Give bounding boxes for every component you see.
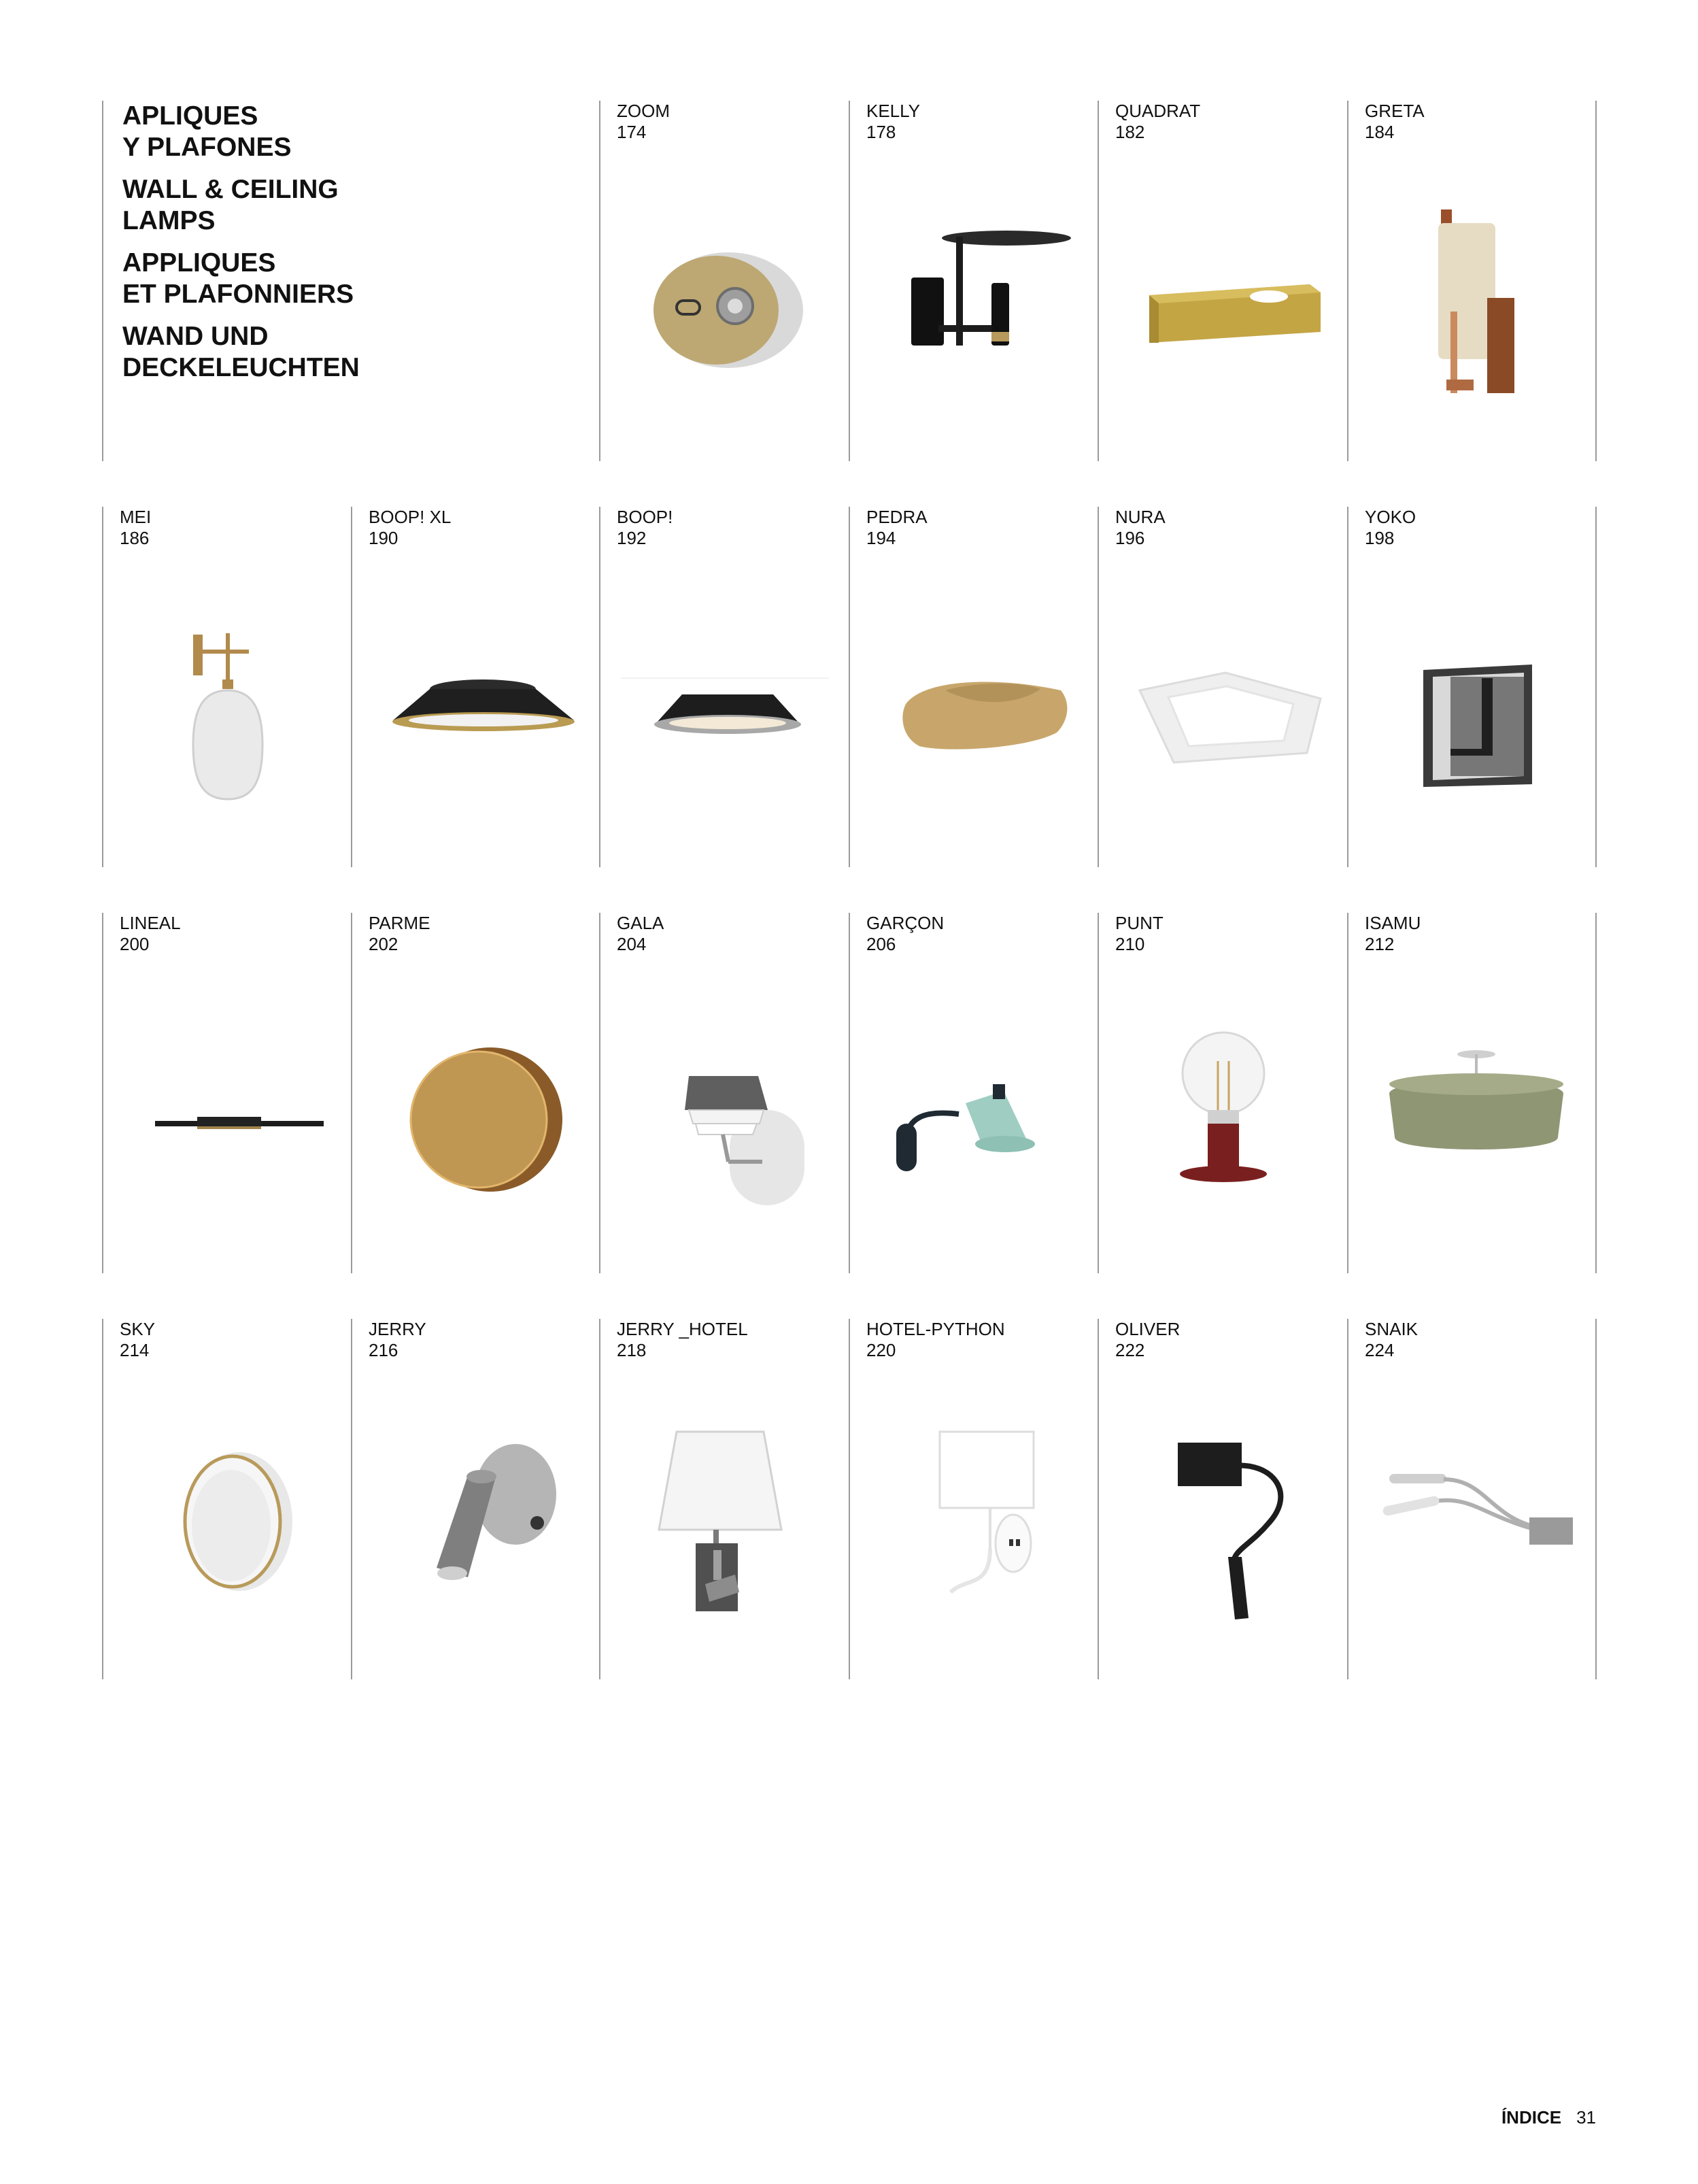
zoom-lamp-icon	[614, 196, 836, 420]
product-cell-boop-xl[interactable]	[351, 507, 600, 867]
product-page: 224	[1365, 1340, 1395, 1360]
quadrat-lamp-icon	[1113, 196, 1334, 420]
page-number: 31	[1576, 2107, 1596, 2128]
punt-lamp-icon	[1113, 1008, 1334, 1232]
isamu-lamp-icon	[1362, 1008, 1584, 1232]
product-page: 190	[369, 528, 398, 548]
product-cell-yoko[interactable]	[1347, 507, 1596, 867]
product-page: 174	[617, 122, 647, 142]
product-cell-oliver[interactable]	[1098, 1319, 1346, 1679]
product-page: 216	[369, 1340, 398, 1360]
product-name: QUADRAT	[1115, 101, 1201, 121]
boop-lamp-icon	[614, 602, 836, 826]
product-name: SKY	[120, 1319, 156, 1339]
product-name: PARME	[369, 913, 430, 933]
boop-xl-lamp-icon	[366, 602, 588, 826]
row-4-right-rule	[1595, 1319, 1597, 1679]
mei-lamp-icon	[117, 602, 339, 826]
product-page: 196	[1115, 528, 1145, 548]
product-page: 202	[369, 934, 398, 954]
row-3-right-rule	[1595, 913, 1597, 1273]
product-page: 204	[617, 934, 647, 954]
product-name: BOOP!	[617, 507, 673, 527]
pedra-lamp-icon	[864, 602, 1085, 826]
product-page: 186	[120, 528, 150, 548]
product-cell-garcon[interactable]	[849, 913, 1098, 1273]
footer-index-label: ÍNDICE	[1501, 2107, 1562, 2128]
product-name: SNAIK	[1365, 1319, 1419, 1339]
product-name: KELLY	[866, 101, 921, 121]
product-cell-pedra[interactable]	[849, 507, 1098, 867]
product-page: 214	[120, 1340, 150, 1360]
parme-lamp-icon	[366, 1008, 588, 1232]
product-page: 194	[866, 528, 896, 548]
product-cell-zoom[interactable]	[599, 101, 848, 461]
product-cell-jerry-hotel[interactable]	[599, 1319, 848, 1679]
section-title-en: WALL & CEILING LAMPS	[122, 175, 339, 235]
yoko-lamp-icon	[1362, 602, 1584, 826]
snaik-lamp-icon	[1362, 1414, 1584, 1639]
product-name: LINEAL	[120, 913, 181, 933]
product-name: ZOOM	[617, 101, 670, 121]
section-heading	[102, 101, 483, 461]
product-name: NURA	[1115, 507, 1166, 527]
product-page: 198	[1365, 528, 1395, 548]
product-cell-parme[interactable]	[351, 913, 600, 1273]
product-page: 212	[1365, 934, 1395, 954]
section-title-fr: APPLIQUES ET PLAFONNIERS	[122, 248, 354, 309]
product-name: GARÇON	[866, 913, 945, 933]
product-cell-lineal[interactable]	[102, 913, 351, 1273]
product-cell-jerry[interactable]	[351, 1319, 600, 1679]
product-name: PEDRA	[866, 507, 928, 527]
product-name: JERRY	[369, 1319, 426, 1339]
hotel-python-lamp-icon	[864, 1414, 1085, 1639]
product-name: OLIVER	[1115, 1319, 1181, 1339]
product-page: 200	[120, 934, 150, 954]
product-name: JERRY _HOTEL	[617, 1319, 748, 1339]
nura-lamp-icon	[1113, 602, 1334, 826]
product-name: YOKO	[1365, 507, 1416, 527]
product-cell-isamu[interactable]	[1347, 913, 1596, 1273]
greta-lamp-icon	[1362, 196, 1584, 420]
oliver-lamp-icon	[1113, 1414, 1334, 1639]
garcon-lamp-icon	[864, 1008, 1085, 1232]
kelly-lamp-icon	[864, 196, 1085, 420]
product-page: 182	[1115, 122, 1145, 142]
product-page: 206	[866, 934, 896, 954]
product-name: PUNT	[1115, 913, 1164, 933]
jerry-lamp-icon	[366, 1414, 588, 1639]
jerry-hotel-lamp-icon	[614, 1414, 836, 1639]
section-title-de: WAND UND DECKELEUCHTEN	[122, 322, 360, 382]
row-1-right-rule	[1595, 101, 1597, 461]
product-cell-quadrat[interactable]	[1098, 101, 1346, 461]
product-cell-snaik[interactable]	[1347, 1319, 1596, 1679]
page-footer	[1501, 2107, 1596, 2128]
product-name: GRETA	[1365, 101, 1425, 121]
product-page: 218	[617, 1340, 647, 1360]
product-page: 184	[1365, 122, 1395, 142]
product-cell-mei[interactable]	[102, 507, 351, 867]
product-cell-nura[interactable]	[1098, 507, 1346, 867]
product-cell-kelly[interactable]	[849, 101, 1098, 461]
product-page: 220	[866, 1340, 896, 1360]
product-cell-punt[interactable]	[1098, 913, 1346, 1273]
section-title-es: APLIQUES Y PLAFONES	[122, 101, 292, 162]
product-cell-hotel-python[interactable]	[849, 1319, 1098, 1679]
sky-lamp-icon	[117, 1414, 339, 1639]
product-page: 192	[617, 528, 647, 548]
product-name: MEI	[120, 507, 152, 527]
row-2-right-rule	[1595, 507, 1597, 867]
product-name: HOTEL-PYTHON	[866, 1319, 1005, 1339]
product-name: GALA	[617, 913, 664, 933]
product-cell-boop[interactable]	[599, 507, 848, 867]
product-cell-greta[interactable]	[1347, 101, 1596, 461]
lineal-lamp-icon	[117, 1008, 339, 1232]
gala-lamp-icon	[614, 1008, 836, 1232]
product-page: 178	[866, 122, 896, 142]
product-cell-sky[interactable]	[102, 1319, 351, 1679]
product-page: 222	[1115, 1340, 1145, 1360]
product-page: 210	[1115, 934, 1145, 954]
product-cell-gala[interactable]	[599, 913, 848, 1273]
product-name: BOOP! XL	[369, 507, 452, 527]
product-name: ISAMU	[1365, 913, 1421, 933]
